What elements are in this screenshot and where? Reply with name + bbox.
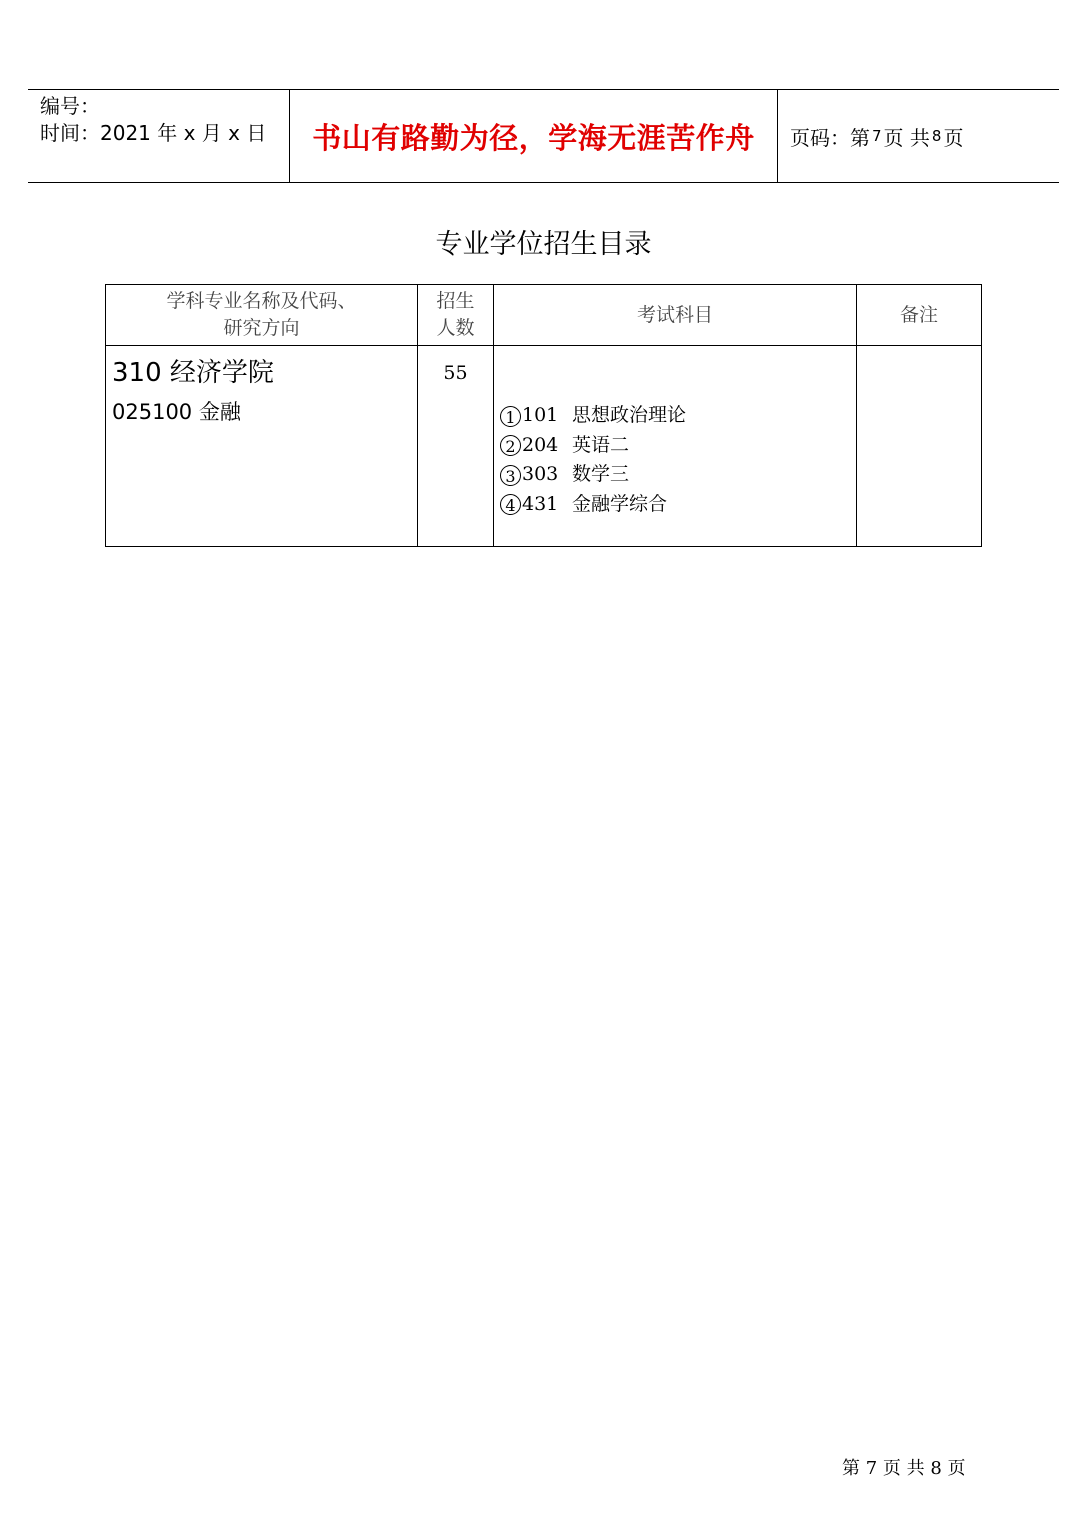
exam-subjects: [494, 346, 857, 547]
header-enroll-line2: 人数: [436, 317, 475, 339]
circled-number: 2: [500, 435, 521, 456]
header-enroll: [418, 285, 494, 346]
page-total: 8: [931, 127, 942, 145]
header-remark: 备注: [857, 285, 982, 346]
enroll-count: 55: [418, 346, 494, 547]
header-major-line1: 学科专业名称及代码、: [166, 290, 357, 312]
circled-number: 1: [500, 406, 521, 427]
number-label: 编号：: [40, 94, 100, 118]
page-header: [28, 89, 1059, 183]
page-prefix: 页码：第: [790, 125, 870, 150]
circled-number: 4: [500, 494, 521, 515]
major-cell: [106, 346, 418, 547]
subject-code: 101: [522, 404, 559, 426]
page-middle: 页 共: [883, 125, 930, 150]
header-exam: 考试科目: [494, 285, 857, 346]
motto: 书山有路勤为径，学海无涯苦作舟: [290, 90, 778, 182]
page-suffix: 页: [943, 125, 964, 150]
table-header-row: [106, 285, 982, 346]
subject-item: [500, 490, 856, 520]
subject-code: 431: [522, 492, 559, 515]
page-title: 专业学位招生目录: [435, 229, 652, 260]
subject-code: 303: [522, 463, 559, 485]
college-name: 310 经济学院: [112, 358, 274, 388]
header-enroll-line1: 招生: [436, 290, 475, 312]
subject-code: 204: [522, 433, 559, 456]
header-major-line2: 研究方向: [223, 317, 300, 339]
subject-name: 金融学综合: [572, 492, 668, 515]
subject-name: 数学三: [572, 463, 630, 485]
remark-cell: [857, 346, 982, 547]
subject-name: 思想政治理论: [572, 404, 687, 426]
subject-name: 英语二: [572, 433, 630, 456]
page-current: 7: [872, 127, 882, 145]
header-major: [106, 285, 418, 346]
time-label: 时间：2021 年 x 月 x 日: [40, 121, 267, 145]
table-row: [106, 346, 982, 547]
page-footer: 第 7 页 共 8 页: [842, 1458, 966, 1479]
subject-item: [500, 460, 856, 490]
header-meta: [28, 90, 290, 182]
subject-item: [500, 401, 856, 431]
catalog-table: [105, 284, 982, 547]
circled-number: 3: [500, 465, 521, 486]
page-indicator: [778, 90, 1059, 182]
subject-item: [500, 431, 856, 461]
major-name: 025100 金融: [112, 400, 241, 424]
